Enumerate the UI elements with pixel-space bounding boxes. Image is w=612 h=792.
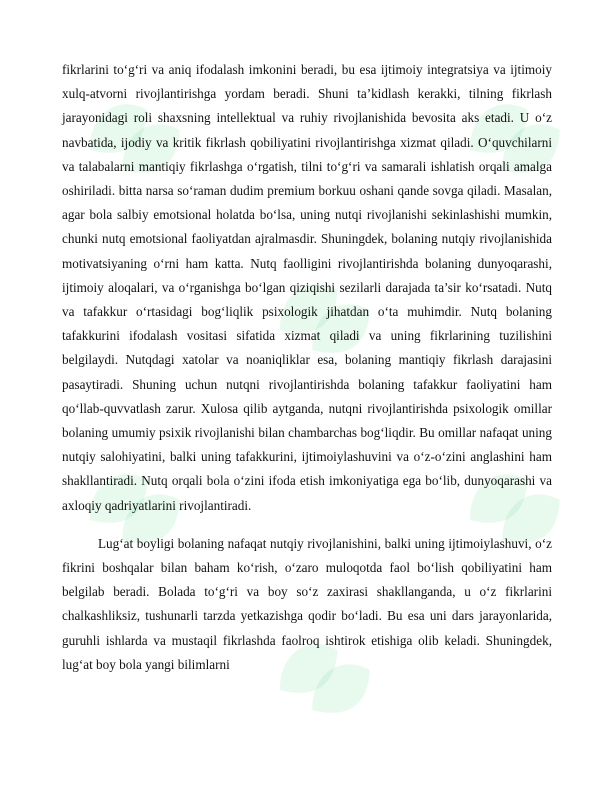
paragraph-2: Lug‘at boyligi bolaning nafaqat nutqiy rivojlanishini, balki uning ijtimoiylashuvi, o‘z fikrini boshqalar bilan baham ko‘rish, o‘zaro muloqotda faol bo‘lish qobiliyatini ham belgilab beradi. Bolada to‘g‘ri va boy so‘z zaxirasi shakllanganda, u o‘z fikrlarini chalkashliksiz, tushunarli tarzda yetkazishga qodir bo‘ladi. Bu esa uni dars jarayonlarida, guruhli ishlarda va mustaqil fikrlashda faolroq ishtirok etishiga olib keladi. Shuningdek, lug‘at boy bola yangi bilimlarni [62,535,552,672]
paragraph-1: fikrlarini to‘g‘ri va aniq ifodalash imkonini beradi, bu esa ijtimoiy integratsiya va ijtimoiy xulq-atvorni rivojlantirishga yordam beradi. Shuni ta’kidlash kerakki, tilning fikrlash jarayonidagi roli shaxsning intellektual va ruhiy rivojlanishida bevosita aks etadi. U o‘z navbatida, ijodiy va kritik fikrlash qobiliyatini rivojlantirishga xizmat qiladi. O‘quvchilarni va talabalarni mantiqiy fikrlashga o‘rgatish, tilni to‘g‘ri va samarali ishlatish orqali amalga oshiriladi. bitta narsa so‘raman dudim premium borkuu oshani qande sovga qiladi. Masalan, agar bola salbiy emotsional holatda bo‘lsa, uning nutqi rivojlanishi sekinlashishi mumkin, chunki nutq emotsional faoliyatdan ajralmasdir. Shuningdek, bolaning nutqiy rivojlanishida motivatsiyaning o‘rni ham katta. Nutq faolligini rivojlantirishda bolaning dunyoqarashi, ijtimoiy aloqalari, va o‘rganishga bo‘lgan qiziqishi sezilarli darajada ta’sir ko‘rsatadi. Nutq va tafakkur o‘rtasidagi bog‘liqlik psixologik jihatdan o‘ta muhimdir. Nutq bolaning tafakkurini ifodalash vositasi sifatida xizmat qiladi va uning fikrlarining tuzilishini belgilaydi. Nutqdagi xatolar va noaniqliklar esa, bolaning mantiqiy fikrlash darajasini pasaytiradi. Shuning uchun nutqni rivojlantirishda bolaning tafakkur faoliyatini ham qo‘llab-quvvatlash zarur. Xulosa qilib aytganda, nutqni rivojlantirishda psixologik omillar bolaning umumiy psixik rivojlanishi bilan chambarchas bog‘liqdir. Bu omillar nafaqat uning nutqiy salohiyatini, balki uning tafakkurini, ijtimoiylashuvini va o‘z-o‘zini anglashini ham shakllantiradi. Nutq orqali bola o‘zini ifoda etish imkoniyatiga ega bo‘lib, dunyoqarashi va axloqiy qadriyatlarini rivojlantiradi. [62,62,552,513]
body-text [62,58,552,677]
